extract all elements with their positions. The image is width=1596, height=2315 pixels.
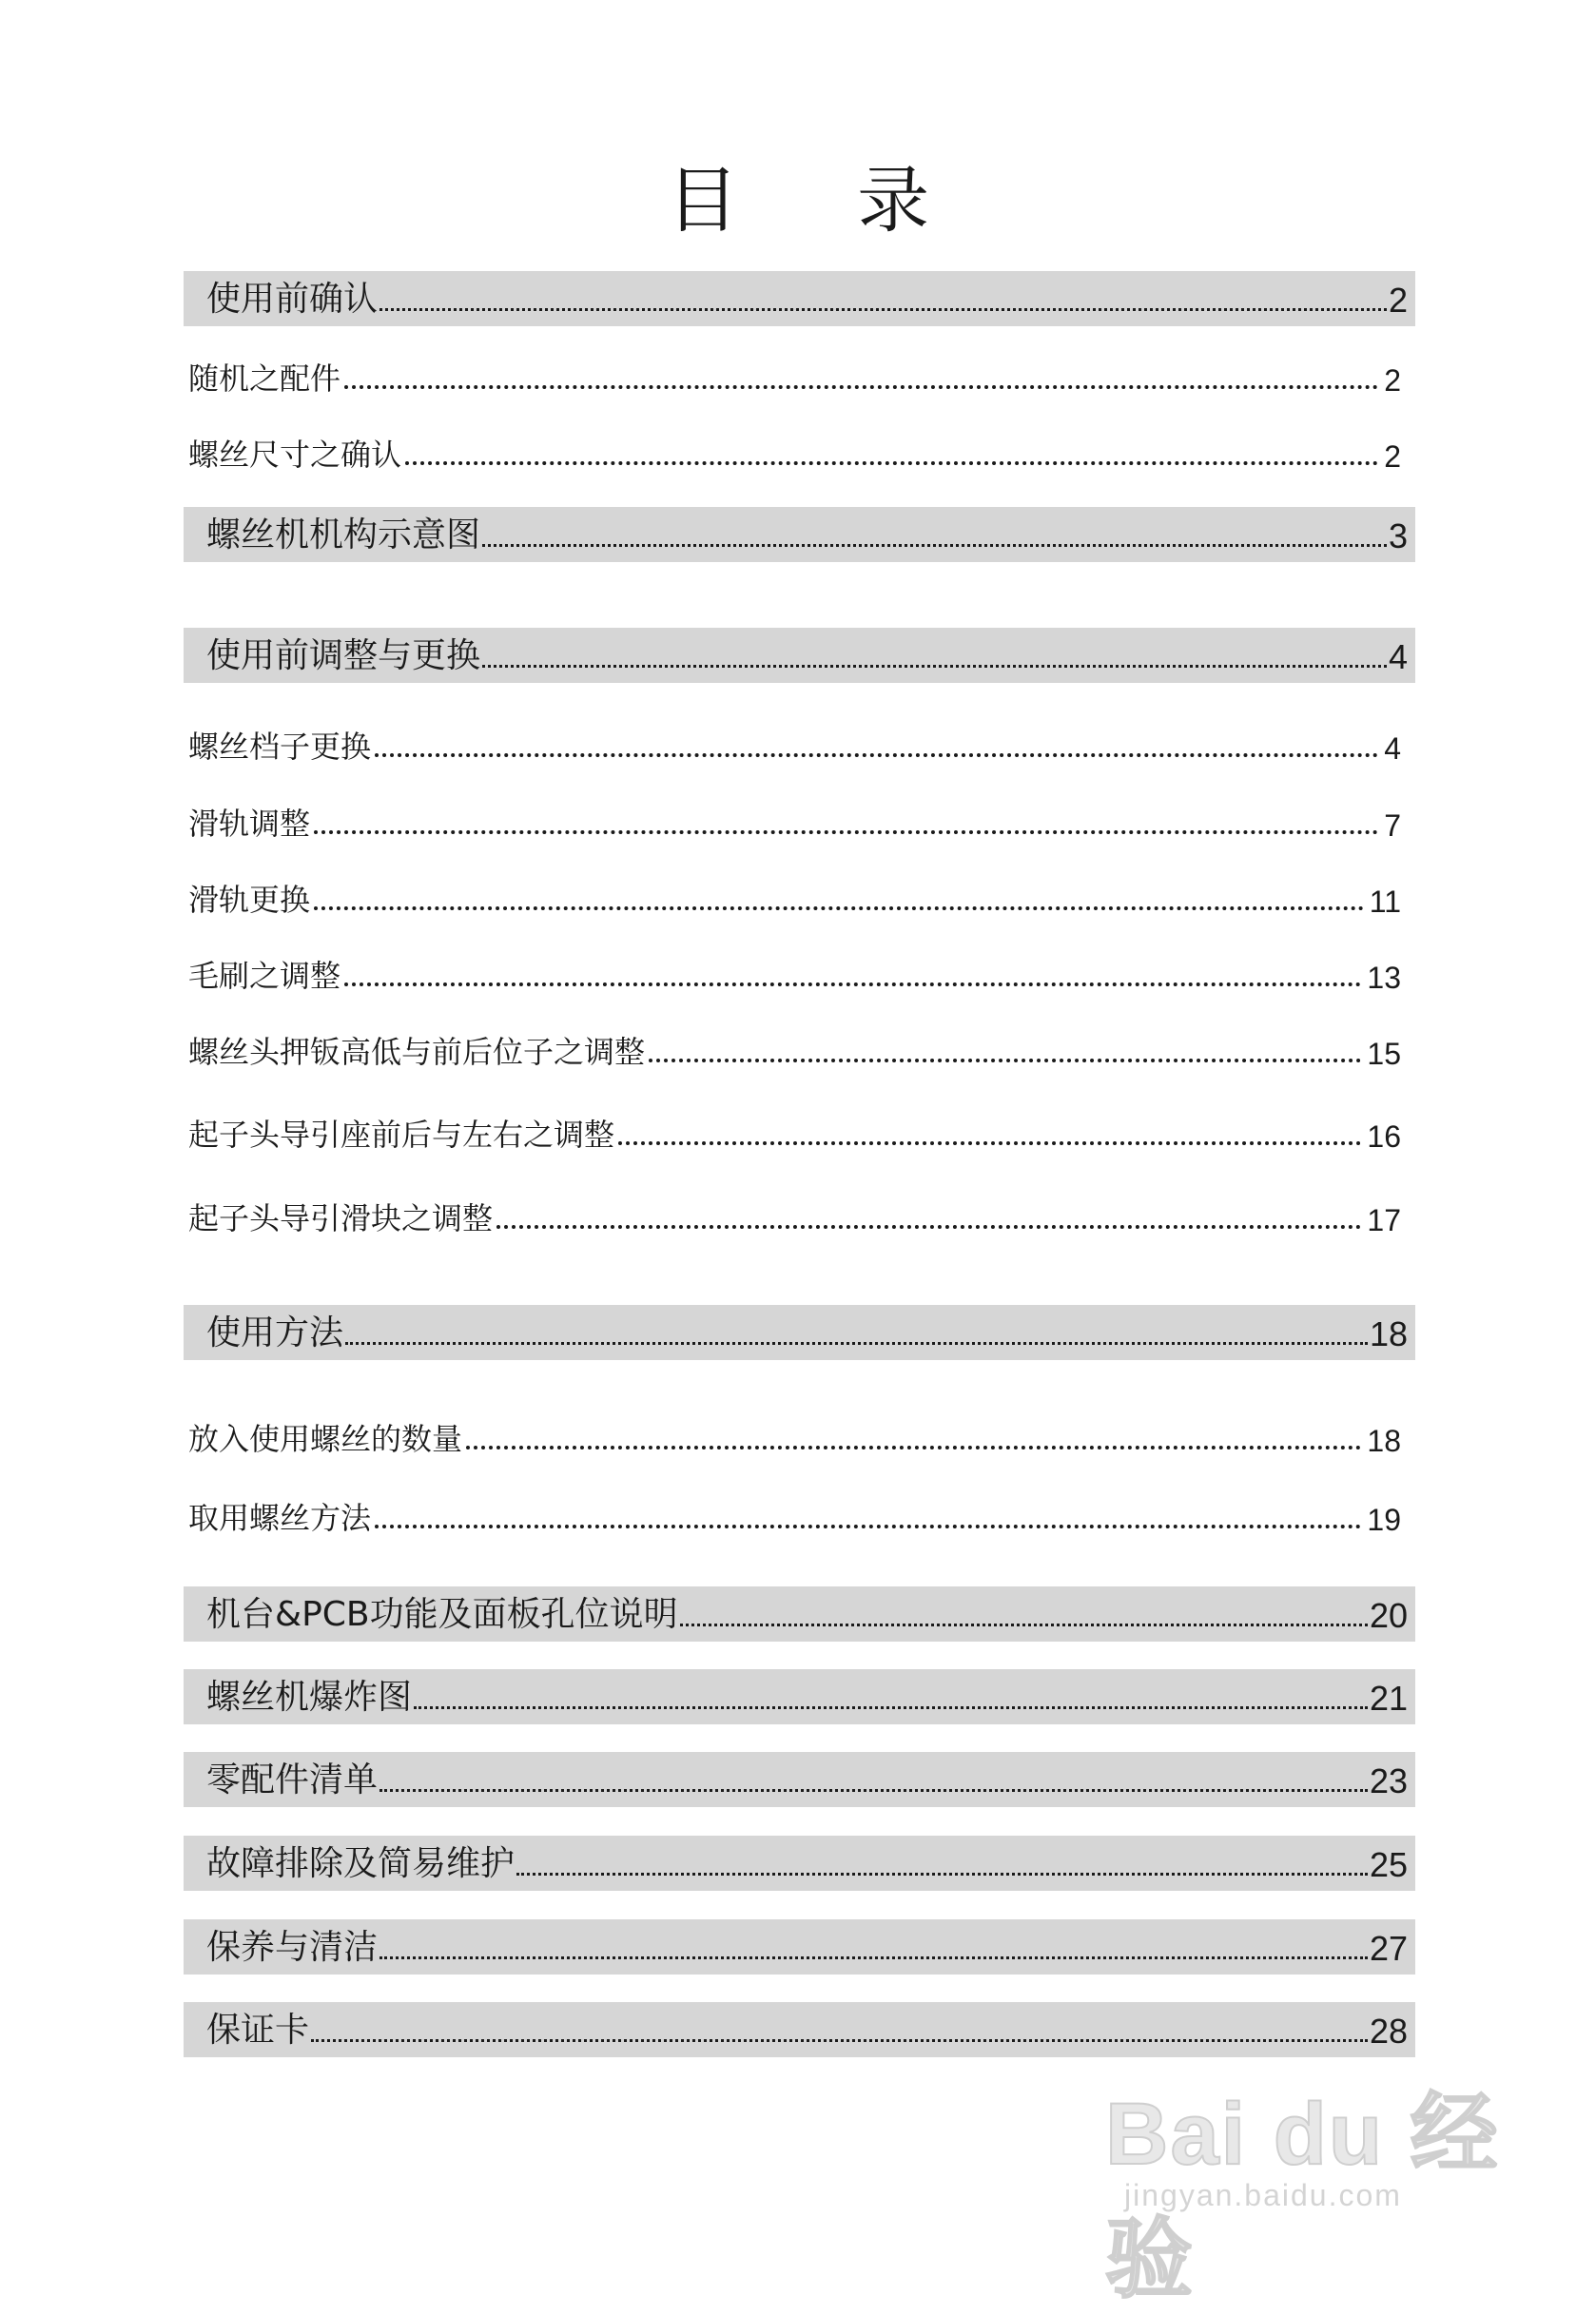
dot-leader (482, 665, 1387, 668)
toc-label: 取用螺丝方法 (188, 1500, 372, 1536)
dot-leader (375, 753, 1378, 757)
toc-label: 随机之配件 (188, 360, 341, 397)
toc-page-number: 2 (1388, 281, 1408, 320)
toc-section-row[interactable] (184, 1586, 1415, 1642)
dot-leader (380, 1789, 1368, 1792)
toc-section-row[interactable] (184, 1669, 1415, 1724)
toc-section-row[interactable] (184, 507, 1415, 562)
dot-leader (482, 544, 1387, 547)
toc-label: 故障排除及简易维护 (206, 1844, 516, 1883)
dot-leader (618, 1141, 1361, 1145)
toc-page-number: 23 (1369, 1761, 1408, 1800)
toc-section-row[interactable] (184, 2002, 1415, 2057)
toc-label: 螺丝机机构示意图 (206, 516, 481, 554)
toc-page-number: 16 (1367, 1119, 1401, 1154)
toc-section-row[interactable] (184, 1836, 1415, 1891)
toc-label: 螺丝机爆炸图 (206, 1678, 413, 1717)
toc-page-number: 19 (1367, 1503, 1401, 1537)
toc-label: 起子头导引滑块之调整 (188, 1200, 494, 1236)
page-title: 目 录 (666, 158, 978, 243)
dot-leader (649, 1059, 1361, 1062)
dot-leader (311, 2039, 1368, 2042)
toc-label: 机台&PCB功能及面板孔位说明 (206, 1595, 678, 1634)
toc-page-number: 2 (1384, 363, 1401, 398)
toc-label: 放入使用螺丝的数量 (188, 1421, 463, 1457)
toc-label: 滑轨更换 (188, 882, 311, 918)
watermark-url: jingyan.baidu.com (1124, 2178, 1402, 2212)
toc-label: 保养与清洁 (206, 1928, 379, 1967)
toc-page-number: 27 (1369, 1929, 1408, 1968)
dot-leader (516, 1873, 1368, 1876)
toc-label: 螺丝尺寸之确认 (188, 437, 402, 473)
dot-leader (414, 1706, 1368, 1709)
toc-sub-row[interactable] (186, 802, 1409, 847)
dot-leader (375, 1525, 1361, 1528)
toc-label: 使用前调整与更换 (206, 636, 481, 675)
toc-sub-row[interactable] (186, 954, 1409, 1000)
toc-page-number: 7 (1384, 808, 1401, 843)
dot-leader (466, 1446, 1361, 1449)
toc-section-row[interactable] (184, 628, 1415, 683)
toc-page-number: 18 (1369, 1314, 1408, 1353)
toc-page-number: 28 (1369, 2012, 1408, 2051)
toc-label: 螺丝头押钣高低与前后位子之调整 (188, 1034, 646, 1070)
dot-leader (680, 1624, 1368, 1626)
toc-page-number: 3 (1388, 516, 1408, 555)
toc-page-number: 17 (1367, 1203, 1401, 1237)
toc-page-number: 4 (1384, 731, 1401, 766)
toc-page-number: 13 (1367, 961, 1401, 995)
dot-leader (380, 308, 1387, 311)
dot-leader (344, 982, 1361, 986)
toc-page-number: 21 (1369, 1679, 1408, 1718)
toc-label: 起子头导引座前后与左右之调整 (188, 1117, 615, 1153)
toc-sub-row[interactable] (186, 1113, 1409, 1158)
toc-label: 使用前确认 (206, 280, 379, 319)
dot-leader (405, 461, 1378, 465)
toc-section-row[interactable] (184, 271, 1415, 326)
toc-page-number: 4 (1388, 637, 1408, 676)
toc-sub-row[interactable] (186, 1496, 1409, 1542)
toc-sub-row[interactable] (186, 725, 1409, 770)
toc-label: 使用方法 (206, 1313, 344, 1352)
toc-sub-row[interactable] (186, 1196, 1409, 1242)
toc-label: 零配件清单 (206, 1761, 379, 1799)
toc-page-number: 20 (1369, 1596, 1408, 1635)
toc-section-row[interactable] (184, 1752, 1415, 1807)
toc-sub-row[interactable] (186, 433, 1409, 478)
toc-label: 螺丝档子更换 (188, 729, 372, 765)
toc-sub-row[interactable] (186, 1030, 1409, 1076)
dot-leader (380, 1956, 1368, 1959)
toc-label: 毛刷之调整 (188, 958, 341, 994)
toc-sub-row[interactable] (186, 878, 1409, 924)
dot-leader (345, 1342, 1368, 1345)
toc-section-row[interactable] (184, 1919, 1415, 1975)
dot-leader (314, 830, 1378, 834)
dot-leader (314, 906, 1364, 910)
dot-leader (344, 385, 1378, 389)
toc-section-row[interactable] (184, 1305, 1415, 1360)
toc-page-number: 11 (1369, 885, 1401, 919)
toc-label: 保证卡 (206, 2011, 310, 2050)
toc-sub-row[interactable] (186, 357, 1409, 402)
toc-page-number: 18 (1367, 1424, 1401, 1458)
toc-page-number: 2 (1384, 439, 1401, 474)
dot-leader (496, 1225, 1361, 1229)
toc-label: 滑轨调整 (188, 806, 311, 842)
toc-page-number: 25 (1369, 1845, 1408, 1884)
toc-page-number: 15 (1367, 1037, 1401, 1071)
baidu-jingyan-watermark (1105, 2064, 1505, 2308)
toc-sub-row[interactable] (186, 1417, 1409, 1463)
watermark-logo: Bai du 经验 (1105, 2086, 1500, 2308)
